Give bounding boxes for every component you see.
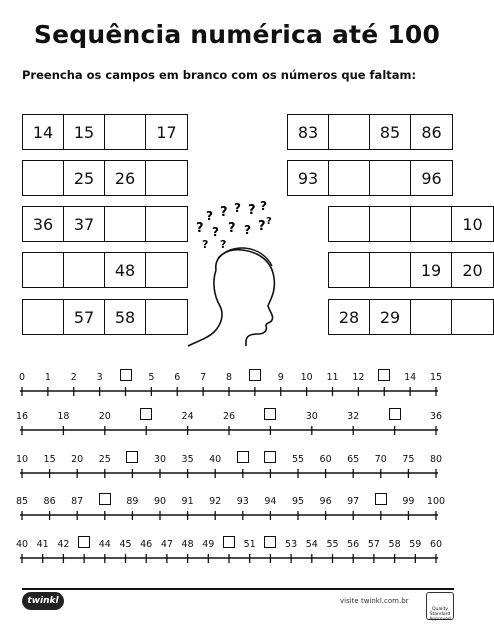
number-line-label: 5 xyxy=(148,372,155,383)
number-line-label: 40 xyxy=(15,539,29,550)
grid-cell[interactable]: 48 xyxy=(105,253,146,287)
number-line-label: 20 xyxy=(71,454,84,465)
number-line-label: 46 xyxy=(140,539,153,550)
number-line-label: 25 xyxy=(98,454,111,465)
number-line-blank-box[interactable] xyxy=(78,536,90,548)
page-title: Sequência numérica até 100 xyxy=(33,20,441,49)
number-line-label: 30 xyxy=(153,454,167,465)
instruction-text: Preencha os campos em branco com os números que faltam: xyxy=(22,68,417,82)
grid-cell[interactable]: 36 xyxy=(23,207,64,241)
number-line-label: 70 xyxy=(374,454,387,465)
grid-cell[interactable]: 83 xyxy=(288,115,329,149)
number-line-label: 42 xyxy=(57,539,70,550)
number-line-label: 55 xyxy=(326,539,339,550)
svg-text:?: ? xyxy=(212,225,219,239)
grid-cell[interactable]: 20 xyxy=(462,260,483,280)
number-line-label: 93 xyxy=(236,496,249,507)
svg-text:?: ? xyxy=(220,205,228,220)
number-line-blank-box[interactable] xyxy=(99,493,111,505)
number-line-blank-box[interactable] xyxy=(264,536,276,548)
number-line-label: 26 xyxy=(222,411,236,422)
svg-text:?: ? xyxy=(260,199,267,213)
number-line-label: 48 xyxy=(181,539,194,550)
number-line-label: 10 xyxy=(15,454,29,465)
number-line-label: 65 xyxy=(347,454,360,465)
number-line-label: 86 xyxy=(43,496,56,507)
number-line-label: 55 xyxy=(291,454,305,465)
number-line-label: 97 xyxy=(347,496,360,507)
number-line-label: 90 xyxy=(153,496,167,507)
number-line-label: 3 xyxy=(96,372,103,383)
number-line-label: 51 xyxy=(243,539,256,550)
number-line-blank-box[interactable] xyxy=(264,408,276,420)
svg-text:?: ? xyxy=(228,221,236,236)
number-line-label: 14 xyxy=(404,372,417,383)
number-line-label: 100 xyxy=(426,496,446,507)
grid-cell[interactable]: 57 xyxy=(64,300,105,334)
number-line-label: 56 xyxy=(347,539,360,550)
number-line-label: 96 xyxy=(319,496,332,507)
svg-text:?: ? xyxy=(266,216,272,227)
number-line-blank-box[interactable] xyxy=(389,408,401,420)
number-line-blank-box[interactable] xyxy=(375,493,387,505)
number-line-label: 35 xyxy=(181,454,194,465)
number-line-blank-box[interactable] xyxy=(140,408,152,420)
number-line-label: 95 xyxy=(291,496,305,507)
grid-cell[interactable]: 86 xyxy=(421,122,442,142)
number-line-blank-box[interactable] xyxy=(120,369,132,381)
grid-cell[interactable]: 29 xyxy=(370,300,411,334)
number-line-label: 2 xyxy=(70,372,77,383)
number-line-label: 12 xyxy=(352,372,365,383)
number-line-label: 10 xyxy=(300,372,313,383)
number-line-label: 16 xyxy=(15,411,29,422)
number-line-label: 30 xyxy=(305,411,318,422)
number-line-label: 45 xyxy=(119,539,132,550)
number-line-label: 36 xyxy=(429,411,443,422)
number-line-label: 15 xyxy=(43,454,56,465)
svg-text:?: ? xyxy=(248,203,256,218)
number-line-blank-box[interactable] xyxy=(223,536,235,548)
number-line-blank-box[interactable] xyxy=(237,451,249,463)
quality-badge: Quality Standard Approved xyxy=(426,592,454,620)
footer-divider xyxy=(22,588,454,590)
grid-cell[interactable]: 17 xyxy=(156,122,177,142)
number-line-blank-box[interactable] xyxy=(264,451,276,463)
svg-text:?: ? xyxy=(244,223,251,237)
number-line-label: 7 xyxy=(200,372,207,383)
number-line-label: 92 xyxy=(209,496,222,507)
number-line-blank-box[interactable] xyxy=(126,451,138,463)
number-line-label: 89 xyxy=(126,496,139,507)
number-line-blank-box[interactable] xyxy=(249,369,261,381)
number-line-blank-box[interactable] xyxy=(378,369,390,381)
svg-text:?: ? xyxy=(220,238,227,251)
number-line-label: 18 xyxy=(57,411,70,422)
number-line-label: 20 xyxy=(98,411,111,422)
grid-cell[interactable]: 10 xyxy=(462,214,483,234)
number-line-label: 32 xyxy=(347,411,360,422)
number-line-label: 57 xyxy=(367,539,380,550)
number-line-label: 47 xyxy=(160,539,173,550)
visit-link[interactable]: visite twinkl.com.br xyxy=(340,597,409,605)
grid-cell[interactable]: 25 xyxy=(64,161,105,195)
grid-cell[interactable]: 37 xyxy=(64,207,105,241)
svg-text:?: ? xyxy=(234,201,241,215)
number-line-label: 75 xyxy=(402,454,415,465)
number-line-label: 0 xyxy=(18,372,26,383)
number-line-label: 91 xyxy=(181,496,194,507)
grid-cell[interactable]: 26 xyxy=(105,161,146,195)
svg-text:?: ? xyxy=(258,219,266,234)
number-line-label: 80 xyxy=(429,454,443,465)
number-line-label: 24 xyxy=(181,411,194,422)
number-line-label: 85 xyxy=(15,496,29,507)
number-line-label: 9 xyxy=(277,372,284,383)
grid-cell[interactable]: 19 xyxy=(411,253,452,287)
number-line-label: 60 xyxy=(429,539,443,550)
number-line-label: 6 xyxy=(174,372,181,383)
grid-cell[interactable]: 28 xyxy=(329,300,370,334)
svg-text:?: ? xyxy=(206,209,213,223)
number-line-label: 59 xyxy=(409,539,422,550)
svg-text:?: ? xyxy=(196,221,204,236)
number-line-label: 54 xyxy=(305,539,318,550)
number-line-label: 15 xyxy=(429,372,443,383)
number-line-label: 41 xyxy=(36,539,49,550)
grid-cell[interactable]: 85 xyxy=(370,115,411,149)
number-line-label: 99 xyxy=(402,496,415,507)
grid-cell[interactable]: 15 xyxy=(64,115,105,149)
grid-cell[interactable]: 58 xyxy=(105,300,146,334)
svg-text:?: ? xyxy=(202,238,209,251)
number-line-label: 1 xyxy=(44,372,51,383)
number-line-label: 40 xyxy=(209,454,222,465)
number-line-label: 60 xyxy=(319,454,332,465)
number-line-label: 94 xyxy=(264,496,277,507)
number-line-label: 49 xyxy=(202,539,215,550)
number-line-label: 87 xyxy=(71,496,84,507)
number-line-label: 8 xyxy=(225,372,233,383)
grid-cell[interactable]: 14 xyxy=(23,115,64,149)
number-line-label: 58 xyxy=(388,539,401,550)
number-line-label: 11 xyxy=(326,372,339,383)
grid-cell[interactable]: 96 xyxy=(421,168,442,188)
number-line-label: 53 xyxy=(285,539,298,550)
twinkl-logo: twinkl xyxy=(22,592,64,610)
number-line-label: 44 xyxy=(98,539,111,550)
grid-cell[interactable]: 93 xyxy=(288,161,329,195)
